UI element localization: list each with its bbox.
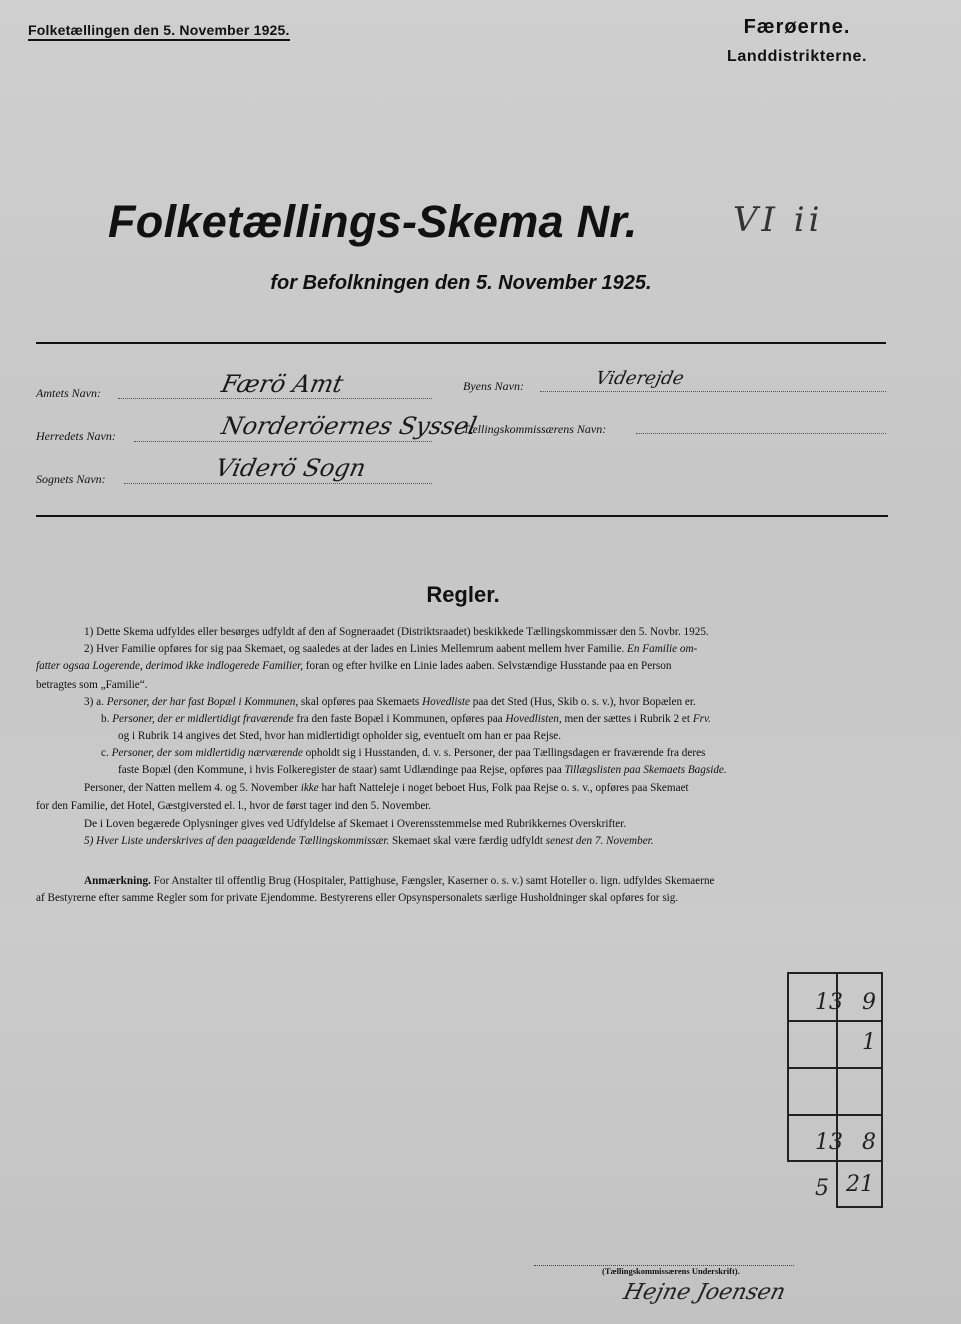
form-title: Folketællings-Skema Nr.: [108, 196, 638, 247]
by-line: [540, 391, 886, 392]
signature-handwritten: Hejne Joensen: [620, 1280, 789, 1305]
herred-label: Herredets Navn:: [36, 429, 116, 443]
sogn-label: Sognets Navn:: [36, 472, 106, 486]
kommissaer-line: [636, 433, 886, 434]
tally-total-box: [836, 1160, 883, 1208]
rule-line-2: 2) Hver Familie opføres for sig paa Skemaet, og saaledes at der lades en Linies Mellemrum aabent mellem hver Familie. En Familie om-: [84, 643, 698, 655]
form-number: VI ii: [733, 200, 824, 240]
form-subtitle: for Befolkningen den 5. November 1925.: [270, 272, 652, 294]
rule-line-9: faste Bopæl (den Kommune, i hvis Folkeregister de staar) samt Udlændinge paa Rejse, opføres paa Tillægslisten paa Skemaets Bagside.: [118, 764, 727, 776]
rule-line-10: Personer, der Natten mellem 4. og 5. November ikke har haft Natteleje i noget beboet Hus, Folk paa Rejse o. s. v., opføres paa Skemaet: [84, 782, 689, 794]
tally-total: 21: [846, 1172, 874, 1197]
rule-line-13: 5) Hver Liste underskrives af den paagældende Tællingskommissær. Skemaet skal være færdig udfyldt senest den 7. November.: [84, 835, 654, 847]
tally-r4c1: 13: [815, 1130, 843, 1155]
rule-line-4: betragtes som „Familie“.: [36, 679, 148, 691]
district-header: Landdistrikterne.: [726, 48, 867, 65]
tally-divider-3: [789, 1114, 881, 1116]
note-line-2: af Bestyrerne efter samme Regler som for private Ejendomme. Bestyrerens eller Opsynspersonalets særlige Husholdninger skal opføres for sig.: [36, 892, 679, 904]
tally-r2c2: 1: [862, 1030, 876, 1055]
census-date-header: Folketællingen den 5. November 1925.: [28, 22, 290, 41]
rule-line-11: for den Familie, det Hotel, Gæstgiversted el. l., hvor de først tager ind den 5. November.: [36, 800, 432, 812]
amt-line: [118, 398, 432, 399]
herred-line: [134, 441, 432, 442]
amt-label: Amtets Navn:: [36, 386, 101, 400]
rule-line-1: 1) Dette Skema udfyldes eller besørges udfyldt af den af Sogneraadet (Distriktsraadet) beskikkede Tællingskommissær den 5. Novbr. 1925.: [84, 626, 709, 638]
signature-label: (Tællingskommissærens Underskrift).: [602, 1266, 740, 1276]
rule-line-5: 3) a. Personer, der har fast Bopæl i Kommunen, skal opføres paa Skemaets Hovedliste paa det Sted (Hus, Skib o. s. v.), hvor Bopælen er.: [84, 696, 696, 708]
tally-r4c2: 8: [862, 1130, 876, 1155]
rule-line-12: De i Loven begærede Oplysninger gives ved Udfyldelse af Skemaet i Overensstemmelse med Rubrikkernes Overskrifter.: [84, 818, 627, 830]
rule-line-3: fatter ogsaa Logerende, derimod ikke indlogerede Familier, foran og efter hvilke en Linie lades aaben. Selvstændige Husstande paa en Person: [36, 660, 672, 672]
sogn-value: Viderö Sogn: [213, 454, 369, 482]
tally-outside-count: 5: [815, 1176, 829, 1201]
amt-value: Færö Amt: [219, 370, 346, 398]
rule-line-7: og i Rubrik 14 angives det Sted, hvor han midlertidigt opholder sig, eventuelt om han er paa Rejse.: [118, 730, 562, 742]
tally-divider-2: [789, 1067, 881, 1069]
by-label: Byens Navn:: [463, 379, 524, 393]
by-value: Viderejde: [593, 368, 686, 389]
rule-line-6: b. Personer, der er midlertidigt fraværende fra den faste Bopæl i Kommunen, opføres paa Hovedlisten, men der sættes i Rubrik 2 et Frv.: [101, 713, 711, 725]
tally-divider-1: [789, 1020, 881, 1022]
bottom-divider: [36, 515, 888, 517]
herred-value: Norderöernes Syssel: [219, 412, 480, 440]
top-divider: [36, 342, 886, 344]
note-line-1: Anmærkning. For Anstalter til offentlig Brug (Hospitaler, Pattighuse, Fængsler, Kaserner o. s. v.) samt Hoteller o. lign. udfyldes Skemaerne: [84, 875, 715, 887]
rules-heading: Regler.: [426, 582, 500, 607]
tally-r1c2: 9: [862, 990, 876, 1015]
rule-line-8: c. Personer, der som midlertidig nærværende opholdt sig i Husstanden, d. v. s. Personer, der paa Tællingsdagen er fraværende fra deres: [101, 747, 706, 759]
kommissaer-label: Tællingskommissærens Navn:: [463, 422, 607, 436]
tally-r1c1: 13: [815, 990, 843, 1015]
tally-box: [787, 972, 883, 1162]
sogn-line: [124, 483, 432, 484]
region-header: Færøerne.: [743, 16, 851, 38]
